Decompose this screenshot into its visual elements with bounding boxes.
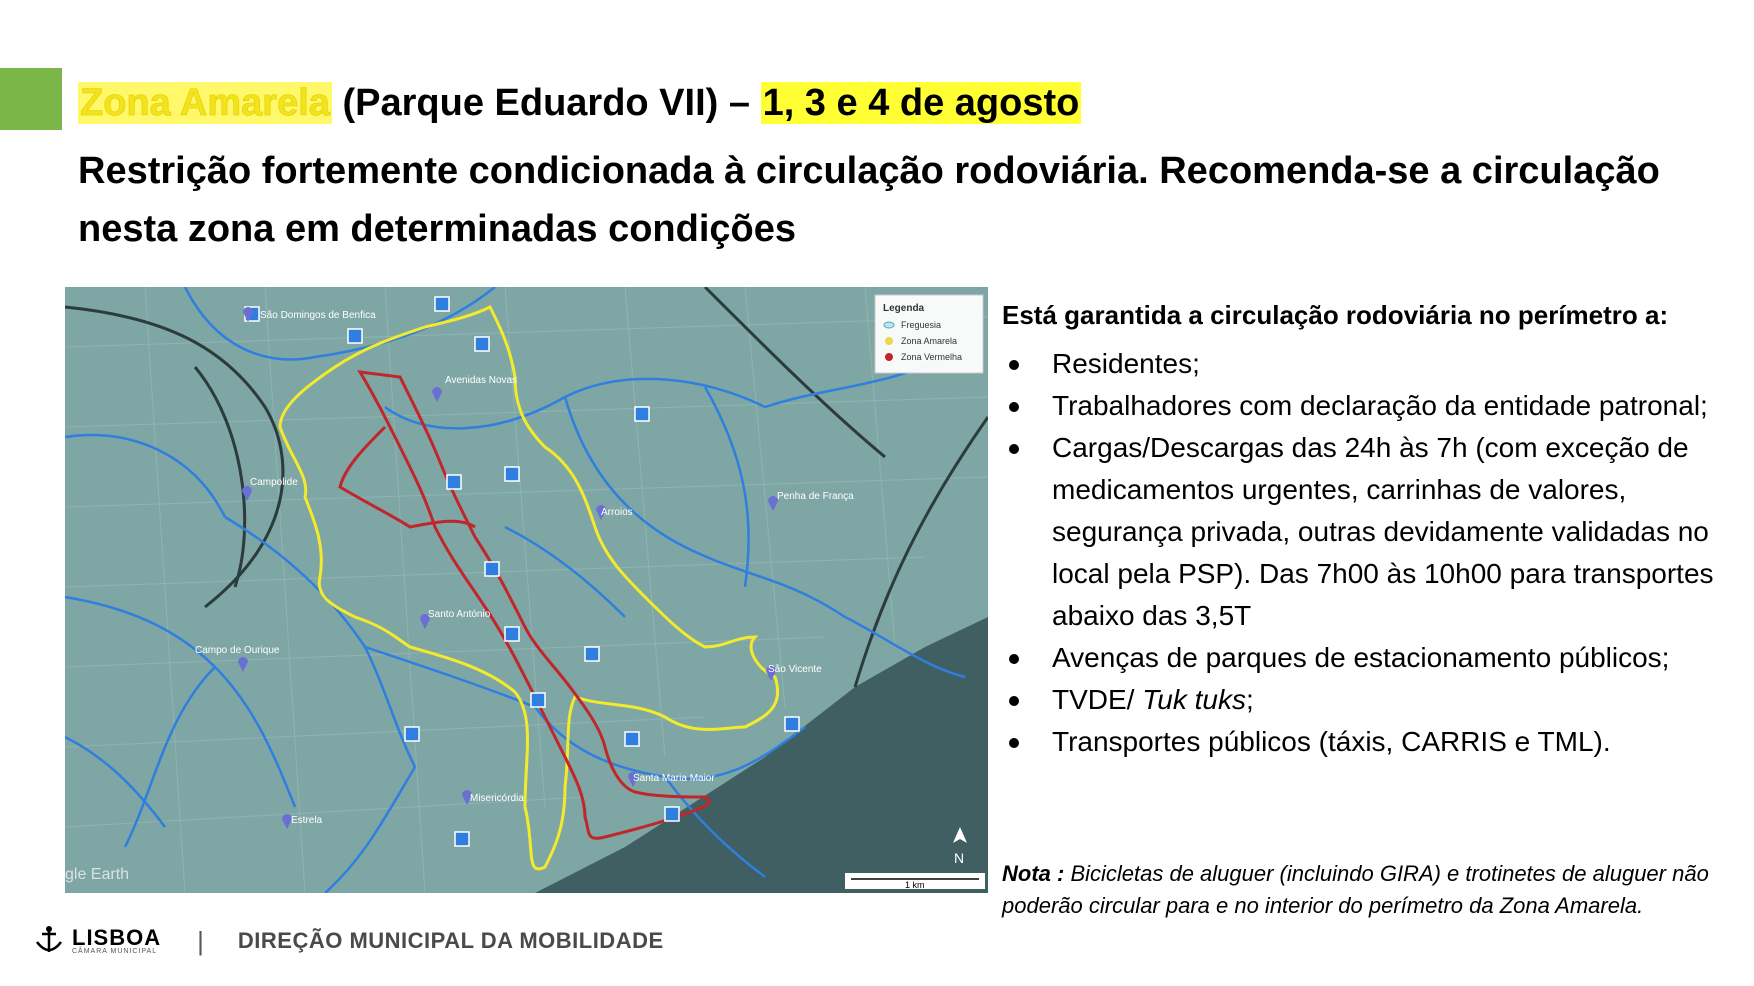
bullet-icon (1009, 402, 1019, 412)
note-label: Nota : (1002, 861, 1065, 886)
list-item: Cargas/Descargas das 24h às 7h (com exceção de medicamentos urgentes, carrinhas de valores, segurança privada, outras devidamente validadas no local pela PSP). Das 7h00 às 10h00 para transportes abaixo das 3,5T (1002, 427, 1742, 637)
place-santo-antonio: Santo António (428, 609, 491, 620)
page-title (78, 78, 1081, 128)
bullet-icon (1009, 696, 1019, 706)
list-item: Transportes públicos (táxis, CARRIS e TML). (1002, 721, 1742, 763)
place-misericordia: Misericórdia (470, 793, 524, 804)
legend-item-zona-vermelha: Zona Vermelha (901, 352, 963, 362)
note (1002, 858, 1742, 922)
place-avenidas-novas: Avenidas Novas (445, 375, 518, 386)
access-panel (1002, 295, 1742, 763)
list-item: Avenças de parques de estacionamento públicos; (1002, 637, 1742, 679)
zone-dates: 1, 3 e 4 de agosto (762, 82, 1080, 124)
bullet-icon (1009, 360, 1019, 370)
accent-square (0, 68, 62, 130)
map-scale: 1 km (905, 880, 925, 890)
logo-subtitle: CÂMARA MUNICIPAL (72, 947, 158, 955)
legend-item-zona-amarela: Zona Amarela (901, 336, 958, 346)
zone-place: (Parque Eduardo VII) – (342, 82, 750, 124)
lisboa-emblem-icon (32, 924, 66, 958)
place-santa-maria-maior: Santa Maria Maior (633, 773, 715, 784)
zone-map (65, 287, 988, 893)
note-text: Bicicletas de aluguer (incluindo GIRA) e trotinetes de aluguer não poderão circular para e no interior do perímetro da Zona Amarela. (1002, 861, 1709, 918)
list-item: TVDE/ Tuk tuks; (1002, 679, 1742, 721)
place-campo-de-ourique: Campo de Ourique (195, 645, 280, 656)
place-estrela: Estrela (291, 815, 323, 826)
list-item: Trabalhadores com declaração da entidade patronal; (1002, 385, 1742, 427)
zone-name: Zona Amarela (80, 82, 330, 124)
place-sao-vicente: São Vicente (768, 664, 822, 675)
access-heading: Está garantida a circulação rodoviária no perímetro a: (1002, 300, 1669, 330)
footer (32, 918, 664, 964)
place-campolide: Campolide (250, 477, 298, 488)
bullet-icon (1009, 444, 1019, 454)
place-arroios: Arroios (601, 507, 633, 518)
legend-title: Legenda (883, 303, 925, 314)
north-label: N (954, 850, 965, 866)
footer-separator: | (197, 925, 204, 956)
place-penha-de-franca: Penha de França (777, 491, 854, 502)
list-item: Residentes; (1002, 343, 1742, 385)
lisboa-logo (32, 924, 161, 958)
access-list (1002, 343, 1742, 763)
logo-wordmark: LISBOA (72, 924, 162, 950)
page-subtitle: Restrição fortemente condicionada à circulação rodoviária. Recomenda-se a circulação nesta zona em determinadas condições (78, 150, 1660, 250)
place-sao-domingos: São Domingos de Benfica (260, 310, 376, 321)
bullet-icon (1009, 738, 1019, 748)
bullet-icon (1009, 654, 1019, 664)
legend-item-freguesia: Freguesia (901, 320, 942, 330)
footer-department: DIREÇÃO MUNICIPAL DA MOBILIDADE (237, 928, 664, 953)
map-watermark: gle Earth (65, 866, 130, 883)
